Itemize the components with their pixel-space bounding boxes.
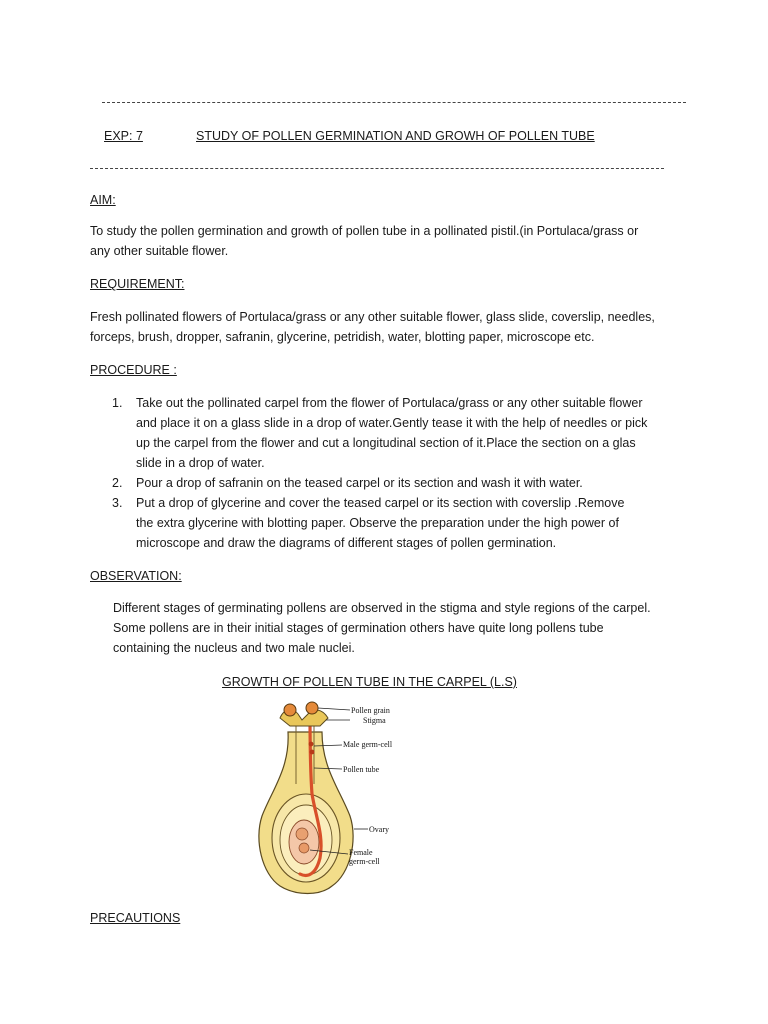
page-title: STUDY OF POLLEN GERMINATION AND GROWH OF POLLEN TUBE	[196, 129, 595, 143]
requirement-line: Fresh pollinated flowers of Portulaca/grass or any other suitable flower, glass slide, coverslip, needles,	[90, 310, 655, 324]
exp-number: EXP: 7	[104, 129, 143, 143]
observation-line: Some pollens are in their initial stages of germination others have quite long pollens tube	[113, 621, 604, 635]
bottom-dashed-rule	[90, 168, 664, 169]
requirement-text	[90, 307, 655, 347]
requirement-line: forceps, brush, dropper, safranin, glycerine, petridish, water, blotting paper, microscope etc.	[90, 330, 595, 344]
aim-text	[90, 221, 638, 261]
step-number: 1.	[112, 396, 123, 410]
observation-line: Different stages of germinating pollens are observed in the stigma and style regions of the carpel.	[113, 601, 651, 615]
label-stigma: Stigma	[363, 716, 386, 725]
male-germ-cell	[310, 750, 315, 755]
observation-line: containing the nucleus and two male nuclei.	[113, 641, 355, 655]
step-line: microscope and draw the diagrams of different stages of pollen germination.	[136, 536, 557, 550]
precautions-heading: PRECAUTIONS	[90, 911, 181, 925]
procedure-step-2	[112, 473, 672, 493]
requirement-heading: REQUIREMENT:	[90, 277, 185, 291]
step-line: up the carpel from the flower and cut a longitudinal section of it.Place the section on a glas	[136, 436, 636, 450]
embryo-sac	[289, 820, 319, 864]
label-pollen-grain: Pollen grain	[351, 706, 390, 715]
step-line: and place it on a glass slide in a drop of water.Gently tease it with the help of needles or pick	[136, 416, 648, 430]
label-female: Female	[349, 848, 373, 857]
carpel-diagram	[250, 698, 420, 898]
egg-cell	[296, 828, 308, 840]
pollen-grain-left	[284, 704, 296, 716]
male-germ-cell	[309, 742, 314, 747]
step-number: 2.	[112, 476, 123, 490]
step-line: Put a drop of glycerine and cover the teased carpel or its section with coverslip .Remove	[136, 496, 625, 510]
procedure-heading: PROCEDURE :	[90, 363, 177, 377]
aim-line: any other suitable flower.	[90, 244, 229, 258]
step-number: 3.	[112, 496, 123, 510]
aim-line: To study the pollen germination and growth of pollen tube in a pollinated pistil.(in Portulaca/grass or	[90, 224, 639, 238]
aim-heading: AIM:	[90, 193, 116, 207]
label-germ-cell: germ-cell	[349, 857, 380, 866]
label-pollen-tube: Pollen tube	[343, 765, 380, 774]
procedure-step-1	[112, 393, 672, 473]
pollen-grain-right	[306, 702, 318, 714]
figure-caption: GROWTH OF POLLEN TUBE IN THE CARPEL (L.S)	[222, 675, 517, 689]
step-line: Take out the pollinated carpel from the flower of Portulaca/grass or any other suitable flower	[136, 396, 643, 410]
label-ovary: Ovary	[369, 825, 389, 834]
label-male-germ-cell: Male germ-cell	[343, 740, 393, 749]
step-line: Pour a drop of safranin on the teased carpel or its section and wash it with water.	[136, 476, 583, 490]
observation-text	[113, 598, 651, 658]
step-line: slide in a drop of water.	[136, 456, 265, 470]
pointer-pollen-grain	[318, 708, 350, 710]
observation-heading: OBSERVATION:	[90, 569, 182, 583]
step-line: the extra glycerine with blotting paper. Observe the preparation under the high power of	[136, 516, 619, 530]
procedure-step-3	[112, 493, 672, 553]
top-dashed-rule	[102, 102, 686, 103]
polar-nucleus	[299, 843, 309, 853]
